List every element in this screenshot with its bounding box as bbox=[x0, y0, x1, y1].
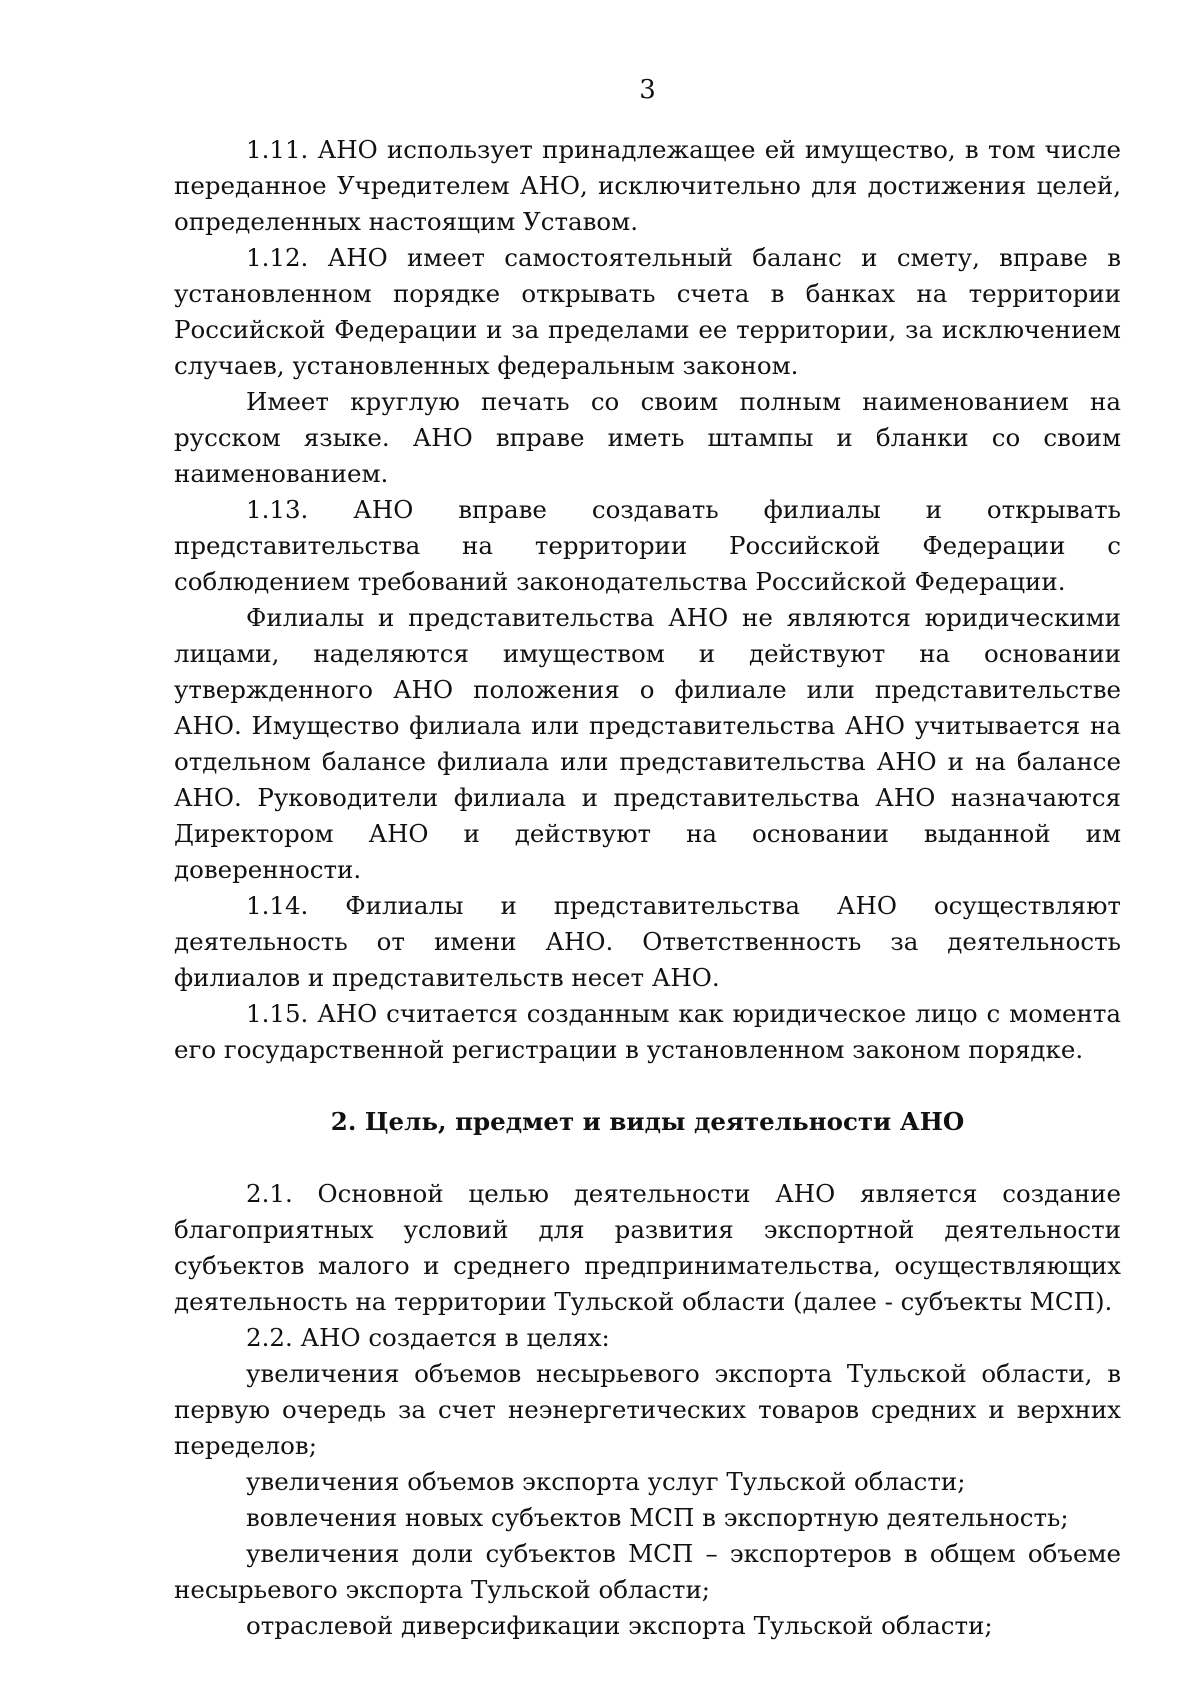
document-body bbox=[174, 132, 1121, 1644]
goal-item: вовлечения новых субъектов МСП в экспортную деятельность; bbox=[246, 1503, 1069, 1532]
paragraph-1-12: 1.12. АНО имеет самостоятельный баланс и смету, вправе в установленном порядке открывать счета в банках на территории Российской Федерации и за пределами ее территории, за исключением случаев, установленных федеральным законом. bbox=[174, 243, 1121, 380]
paragraph-1-14: 1.14. Филиалы и представительства АНО осуществляют деятельность от имени АНО. Ответственность за деятельность филиалов и представительств несет АНО. bbox=[174, 891, 1121, 992]
paragraph-1-15: 1.15. АНО считается созданным как юридическое лицо с момента его государственной регистрации в установленном законом порядке. bbox=[174, 999, 1121, 1064]
paragraph-1-11: 1.11. АНО использует принадлежащее ей имущество, в том числе переданное Учредителем АНО, исключительно для достижения целей, определенных настоящим Уставом. bbox=[174, 135, 1121, 236]
paragraph-branches: Филиалы и представительства АНО не являются юридическими лицами, наделяются имуществом и действуют на основании утвержденного АНО положения о филиале или представительстве АНО. Имущество филиала или представительства АНО учитывается на отдельном балансе филиала или представительства АНО и на балансе АНО. Руководители филиала и представительства АНО назначаются Директором АНО и действуют на основании выданной им доверенности. bbox=[174, 603, 1121, 884]
paragraph-seal: Имеет круглую печать со своим полным наименованием на русском языке. АНО вправе иметь штампы и бланки со своим наименованием. bbox=[174, 387, 1121, 488]
goal-item: отраслевой диверсификации экспорта Тульской области; bbox=[246, 1611, 993, 1640]
section-heading: 2. Цель, предмет и виды деятельности АНО bbox=[330, 1107, 965, 1136]
goal-item: увеличения объемов несырьевого экспорта Тульской области, в первую очередь за счет неэнергетических товаров средних и верхних переделов; bbox=[174, 1359, 1121, 1460]
paragraph-2-1: 2.1. Основной целью деятельности АНО является создание благоприятных условий для развития экспортной деятельности субъектов малого и среднего предпринимательства, осуществляющих деятельность на территории Тульской области (далее - субъекты МСП). bbox=[174, 1179, 1121, 1316]
paragraph-2-2: 2.2. АНО создается в целях: bbox=[246, 1323, 610, 1352]
goal-item: увеличения доли субъектов МСП – экспортеров в общем объеме несырьевого экспорта Тульской области; bbox=[174, 1539, 1121, 1604]
goal-item: увеличения объемов экспорта услуг Тульской области; bbox=[246, 1467, 966, 1496]
paragraph-1-13: 1.13. АНО вправе создавать филиалы и открывать представительства на территории Российской Федерации с соблюдением требований законодательства Российской Федерации. bbox=[174, 495, 1121, 596]
page-number: 3 bbox=[639, 75, 656, 105]
